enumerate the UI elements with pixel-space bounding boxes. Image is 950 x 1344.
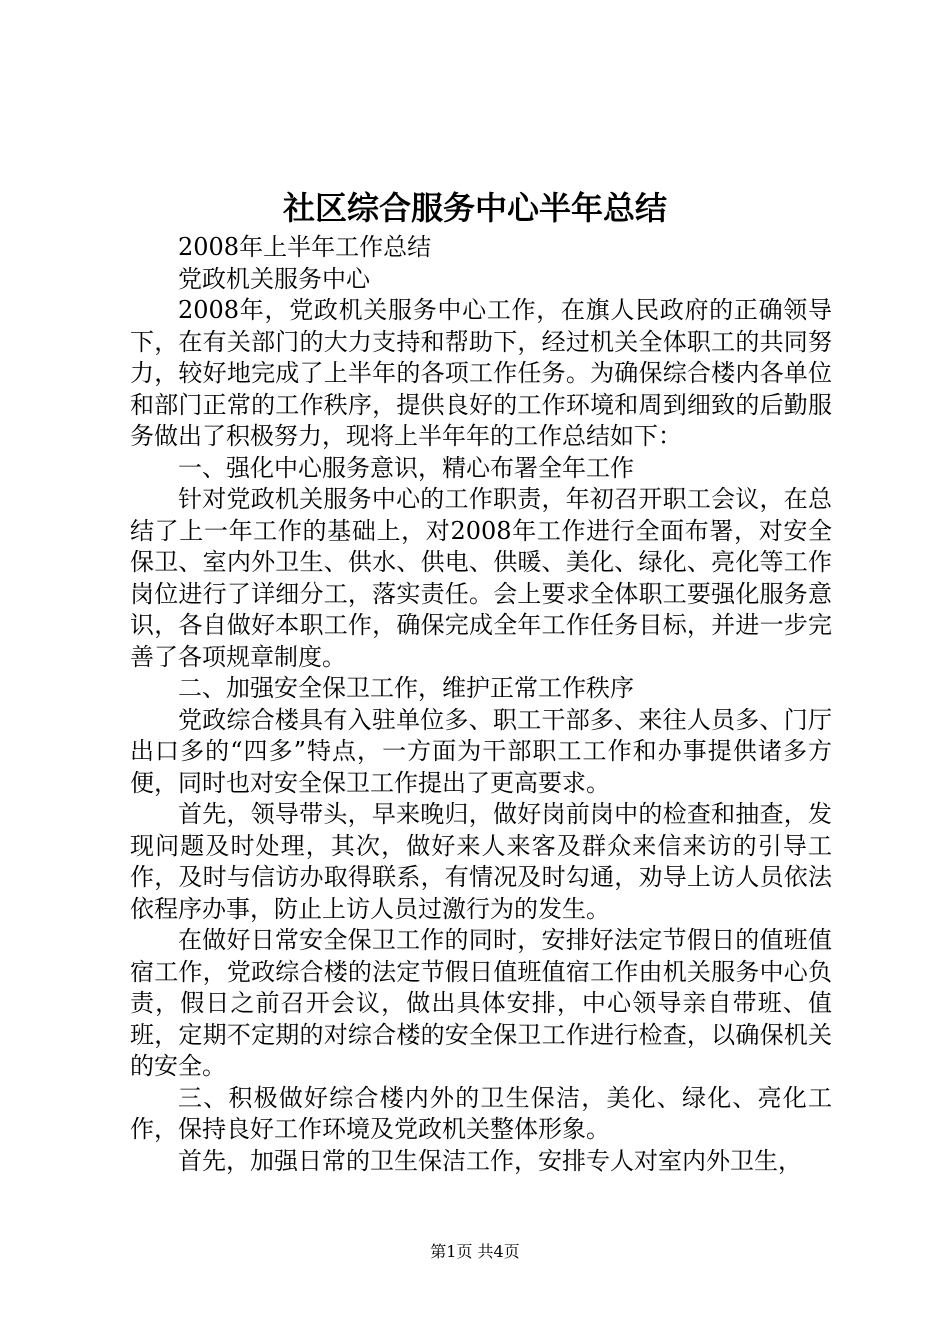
subtitle-line: 2008年上半年工作总结 (178, 233, 432, 261)
body-paragraph: 2008年，党政机关服务中心工作，在旗人民政府的正确领导下，在有关部门的大力支持和帮助下，经过机关全体职工的共同努力，较好地完成了上半年的各项工作任务。为确保综合楼内各单位和部门正常的工作秩序，提供良好的工作环境和周到细致的后勤服务做出了积极努力，现将上半年年的工作总结如下： (130, 296, 832, 450)
body-paragraph: 针对党政机关服务中心的工作职责，年初召开职工会议，在总结了上一年工作的基础上，对2008年工作进行全面布署，对安全保卫、室内外卫生、供水、供电、供暖、美化、绿化、亮化等工作岗位进行了详细分工，落实责任。会上要求全体职工要强化服务意识，各自做好本职工作，确保完成全年工作任务目标，并进一步完善了各项规章制度。 (130, 485, 832, 671)
section-heading: 三、积极做好综合楼内外的卫生保洁，美化、绿化、亮化工作，保持良好工作环境及党政机关整体形象。 (130, 1083, 832, 1143)
body-paragraph: 首先，领导带头，早来晚归，做好岗前岗中的检查和抽查，发现问题及时处理，其次，做好来人来客及群众来信来访的引导工作，及时与信访办取得联系，有情况及时勾通，劝导上访人员依法依程序办事，防止上访人员过激行为的发生。 (130, 800, 832, 923)
body-paragraph: 在做好日常安全保卫工作的同时，安排好法定节假日的值班值宿工作，党政综合楼的法定节假日值班值宿工作由机关服务中心负责，假日之前召开会议，做出具体安排，中心领导亲自带班、值班，定期不定期的对综合楼的安全保卫工作进行检查，以确保机关的安全。 (130, 926, 832, 1080)
department-line: 党政机关服务中心 (178, 264, 370, 293)
body-paragraph: 党政综合楼具有入驻单位多、职工干部多、来往人员多、门厅出口多的“四多”特点，一方面为干部职工工作和办事提供诸多方便，同时也对安全保卫工作提出了更高要求。 (130, 705, 832, 797)
document-title: 社区综合服务中心半年总结 (282, 189, 667, 227)
document-body (130, 232, 832, 1177)
section-heading: 二、加强安全保卫工作，维护正常工作秩序 (178, 674, 634, 702)
section-heading: 一、强化中心服务意识，精心布署全年工作 (178, 453, 634, 482)
body-paragraph: 首先，加强日常的卫生保洁工作，安排专人对室内外卫生， (178, 1146, 802, 1175)
page-number-footer: 第1页 共4页 (430, 1242, 520, 1261)
